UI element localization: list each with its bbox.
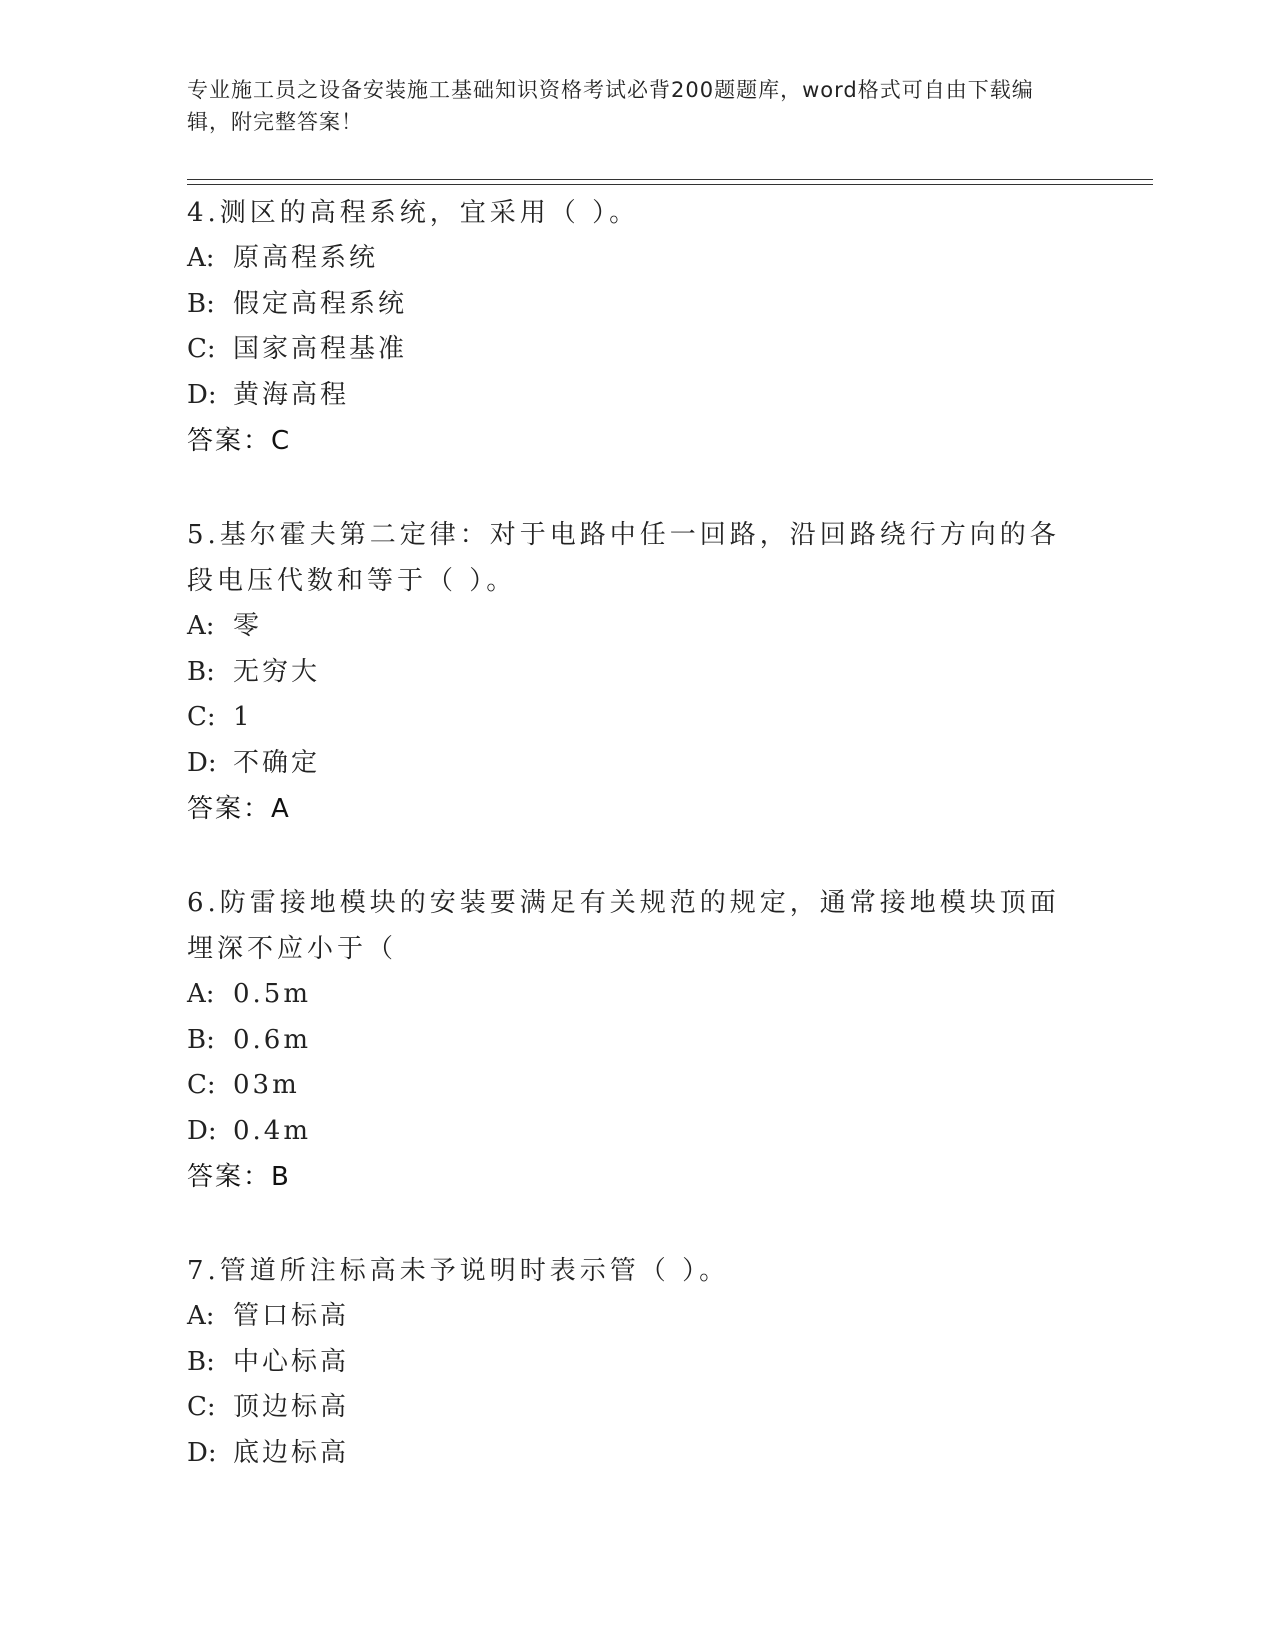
option-d bbox=[187, 1109, 1067, 1155]
question-5 bbox=[187, 512, 1067, 832]
option-text: 无穷大 bbox=[233, 656, 321, 687]
option-letter: D: bbox=[187, 1115, 217, 1146]
option-c bbox=[187, 695, 1067, 741]
option-c bbox=[187, 1063, 1067, 1109]
answer-line: 答案：C bbox=[187, 426, 292, 456]
option-text: 零 bbox=[233, 611, 263, 641]
option-letter: A: bbox=[187, 1301, 215, 1331]
option-letter: D: bbox=[187, 1437, 217, 1468]
question-stem: 6.防雷接地模块的安装要满足有关规范的规定，通常接地模块顶面埋深不应小于（ bbox=[187, 888, 1060, 964]
header-divider-top bbox=[187, 179, 1153, 180]
option-text: 1 bbox=[233, 702, 253, 732]
question-stem: 5.基尔霍夫第二定律：对于电路中任一回路，沿回路绕行方向的各段电压代数和等于（ ）。 bbox=[187, 520, 1060, 596]
option-letter: D: bbox=[187, 379, 217, 410]
option-letter: B: bbox=[187, 1024, 215, 1055]
option-c bbox=[187, 327, 1067, 373]
question-stem: 4.测区的高程系统，宜采用（ ）。 bbox=[187, 198, 640, 228]
option-letter: B: bbox=[187, 656, 215, 687]
option-text: 原高程系统 bbox=[233, 243, 379, 273]
option-text: 0.6m bbox=[233, 1024, 312, 1055]
option-b bbox=[187, 1340, 1067, 1386]
option-text: 国家高程基准 bbox=[233, 334, 408, 364]
option-text: 0.4m bbox=[233, 1115, 312, 1146]
answer-line: 答案：B bbox=[187, 1162, 291, 1192]
option-letter: B: bbox=[187, 288, 215, 319]
option-c bbox=[187, 1385, 1067, 1431]
answer-line: 答案：A bbox=[187, 794, 291, 824]
option-text: 假定高程系统 bbox=[233, 288, 408, 319]
option-text: 底边标高 bbox=[233, 1437, 350, 1468]
option-b bbox=[187, 282, 1067, 328]
option-a bbox=[187, 972, 1067, 1018]
option-b bbox=[187, 1018, 1067, 1064]
option-d bbox=[187, 373, 1067, 419]
option-d bbox=[187, 741, 1067, 787]
option-text: 顶边标高 bbox=[233, 1392, 350, 1422]
option-letter: A: bbox=[187, 979, 215, 1009]
option-letter: C: bbox=[187, 1392, 216, 1422]
option-letter: A: bbox=[187, 611, 215, 641]
question-4 bbox=[187, 190, 1067, 464]
option-text: 03m bbox=[233, 1070, 300, 1100]
option-a bbox=[187, 1294, 1067, 1340]
header-divider-bottom bbox=[187, 184, 1153, 185]
option-letter: C: bbox=[187, 1070, 216, 1100]
option-a bbox=[187, 604, 1067, 650]
option-d bbox=[187, 1431, 1067, 1477]
option-text: 0.5m bbox=[233, 979, 312, 1009]
option-text: 中心标高 bbox=[233, 1346, 350, 1377]
option-letter: A: bbox=[187, 243, 215, 273]
option-text: 不确定 bbox=[233, 747, 321, 778]
option-a bbox=[187, 236, 1067, 282]
option-b bbox=[187, 650, 1067, 696]
question-list bbox=[187, 190, 1067, 1524]
option-letter: B: bbox=[187, 1346, 215, 1377]
question-6 bbox=[187, 880, 1067, 1200]
option-letter: D: bbox=[187, 747, 217, 778]
option-letter: C: bbox=[187, 702, 216, 732]
document-header: 专业施工员之设备安装施工基础知识资格考试必背200题题库，word格式可自由下载编辑，附完整答案！ bbox=[187, 78, 1034, 134]
question-stem: 7.管道所注标高未予说明时表示管（ ）。 bbox=[187, 1256, 730, 1286]
question-7 bbox=[187, 1248, 1067, 1476]
option-letter: C: bbox=[187, 334, 216, 364]
option-text: 黄海高程 bbox=[233, 379, 350, 410]
option-text: 管口标高 bbox=[233, 1301, 350, 1331]
